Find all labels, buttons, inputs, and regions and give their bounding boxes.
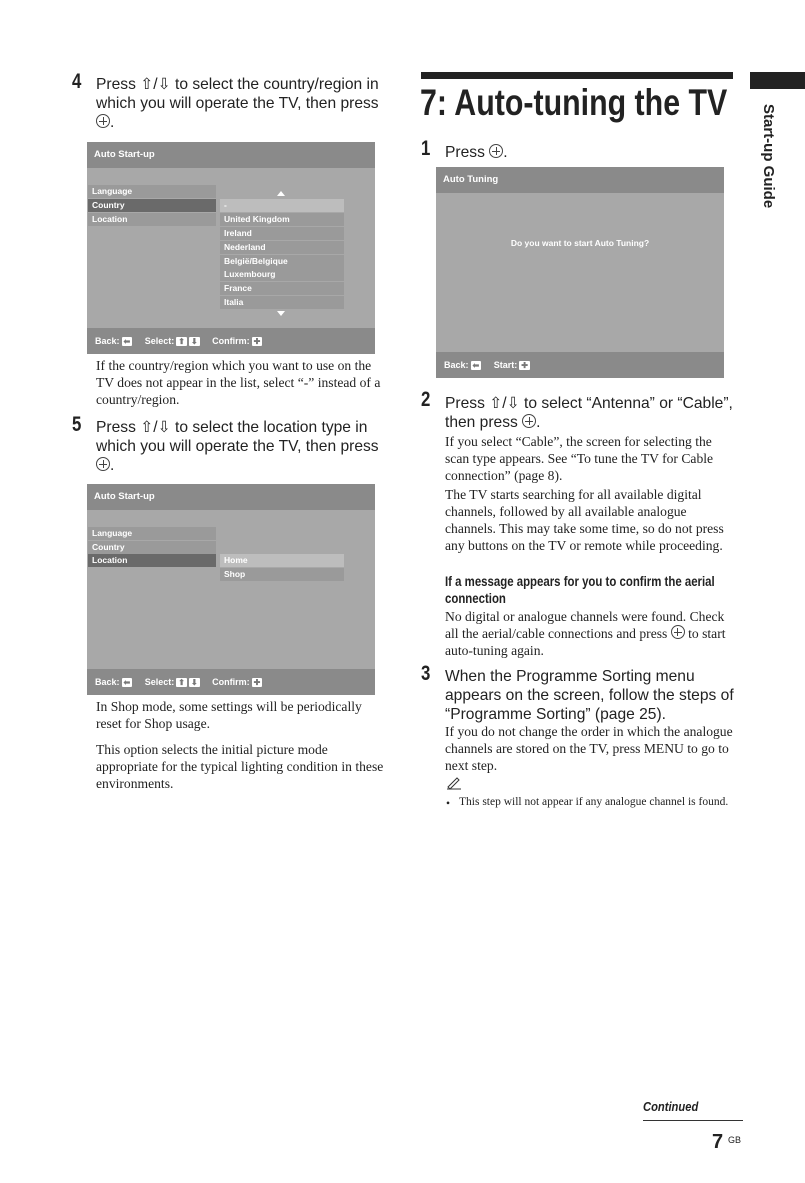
- step-5-number: 5: [72, 413, 82, 436]
- auto-tuning-screen: [436, 167, 724, 378]
- country-option-none: -: [220, 199, 344, 212]
- screen-title: Auto Start-up: [87, 484, 375, 510]
- section-title: 7: Auto-tuning the TV: [420, 82, 728, 123]
- step-3-instruction: When the Programme Sorting menu appears on the screen, follow the steps of “Programme Sorting” (page 25).: [445, 668, 734, 723]
- enter-key-icon: ✚: [253, 678, 261, 687]
- footer-rule: [643, 1120, 743, 1121]
- auto-startup-country-screen: [87, 142, 375, 354]
- menu-location: Location: [88, 554, 216, 567]
- enter-button-icon: [96, 114, 110, 128]
- bullet-marker: •: [446, 798, 451, 810]
- continued-label: Continued: [643, 1099, 699, 1114]
- country-option: Ireland: [220, 227, 344, 240]
- menu-location: Location: [88, 213, 216, 226]
- step-1-instruction: Press .: [445, 144, 508, 161]
- screen-title: Auto Start-up: [87, 142, 375, 168]
- page-suffix: GB: [728, 1135, 742, 1145]
- back-key-icon: ⬅: [123, 337, 131, 346]
- country-option: Nederland: [220, 241, 344, 254]
- scroll-up-arrow-icon: [277, 191, 285, 196]
- screen-footer: Back: ⬅ Start: ✚: [436, 352, 724, 378]
- location-option-shop: Shop: [220, 568, 344, 581]
- country-option: Luxembourg: [220, 268, 344, 281]
- country-option: France: [220, 282, 344, 295]
- step-4-instruction: Press ⇧/⇩ to select the country/region in which you will operate the TV, then press .: [96, 76, 379, 131]
- menu-language: Language: [88, 527, 216, 540]
- step-4-text: Press ⇧/⇩ to select the country/region in which you will operate the TV, then press: [96, 76, 379, 112]
- side-tab-bar: [750, 72, 805, 89]
- scroll-down-arrow-icon: [277, 311, 285, 316]
- enter-button-icon: [522, 414, 536, 428]
- back-key-icon: ⬅: [472, 361, 480, 370]
- note-pencil-icon: [446, 776, 462, 790]
- step-5-text: Press ⇧/⇩ to select the location type in which you will operate the TV, then press: [96, 419, 379, 455]
- location-option-home: Home: [220, 554, 344, 567]
- step-1-number: 1: [421, 137, 431, 160]
- country-option: Italia: [220, 296, 344, 309]
- step-3-bullet-note: This step will not appear if any analogue channel is found.: [459, 796, 729, 808]
- step-3-paragraph: If you do not change the order in which the analogue channels are stored on the TV, press MENU to go to next step.: [445, 724, 733, 773]
- back-key-icon: ⬅: [123, 678, 131, 687]
- side-tab: [759, 104, 779, 224]
- side-tab-label: Start-up Guide: [760, 104, 777, 209]
- auto-startup-location-screen: [87, 484, 375, 695]
- step-5-instruction: Press ⇧/⇩ to select the location type in which you will operate the TV, then press .: [96, 419, 379, 474]
- page-number: 7: [712, 1131, 724, 1153]
- enter-button-icon: [489, 144, 503, 158]
- step-2-text: Press ⇧/⇩ to select “Antenna” or “Cable”, then press: [445, 395, 733, 431]
- country-option: België/Belgique: [220, 255, 344, 268]
- screen-message: Do you want to start Auto Tuning?: [510, 238, 650, 248]
- step-4-note: If the country/region which you want to use on the TV does not appear in the list, select “-” instead of a country/region.: [96, 358, 381, 407]
- screen-footer: Back: ⬅ Select: ⬆ ⬇ Confirm: ✚: [87, 328, 375, 354]
- enter-button-icon: [96, 457, 110, 471]
- enter-button-icon: [671, 625, 685, 639]
- step-2-instruction: Press ⇧/⇩ to select “Antenna” or “Cable”, then press .: [445, 395, 733, 431]
- step-5-note-1: In Shop mode, some settings will be periodically reset for Shop usage.: [96, 699, 362, 731]
- up-key-icon: ⬆: [178, 678, 185, 687]
- step-4-number: 4: [72, 70, 82, 93]
- up-key-icon: ⬆: [178, 337, 185, 346]
- menu-country: Country: [88, 199, 216, 212]
- step-5-note-2: This option selects the initial picture mode appropriate for the typical lighting condition in these environments.: [96, 742, 384, 791]
- step-2-paragraph-2: The TV starts searching for all available digital channels, followed by all available analogue channels. This may take some time, so do not press any buttons on the TV or remote while proceeding.: [445, 487, 724, 553]
- step-2-paragraph-3: No digital or analogue channels were found. Check all the aerial/cable connections and press to start auto-tuning again.: [445, 609, 726, 658]
- screen-footer: Back: ⬅ Select: ⬆ ⬇ Confirm: ✚: [87, 669, 375, 695]
- enter-key-icon: ✚: [521, 361, 528, 370]
- down-key-icon: ⬇: [190, 337, 198, 346]
- step-3-number: 3: [421, 662, 431, 685]
- step-2-paragraph-1: If you select “Cable”, the screen for selecting the scan type appears. See “To tune the TV for Cable connection” (page 8).: [445, 434, 714, 483]
- screen-title: Auto Tuning: [436, 167, 724, 193]
- enter-key-icon: ✚: [253, 337, 261, 346]
- down-key-icon: ⬇: [190, 678, 198, 687]
- step-2-number: 2: [421, 388, 431, 411]
- menu-country: Country: [88, 541, 216, 554]
- menu-language: Language: [88, 185, 216, 198]
- step-2-subheading: If a message appears for you to confirm the aerial connection: [445, 574, 715, 606]
- country-option: United Kingdom: [220, 213, 344, 226]
- section-rule: [421, 72, 733, 79]
